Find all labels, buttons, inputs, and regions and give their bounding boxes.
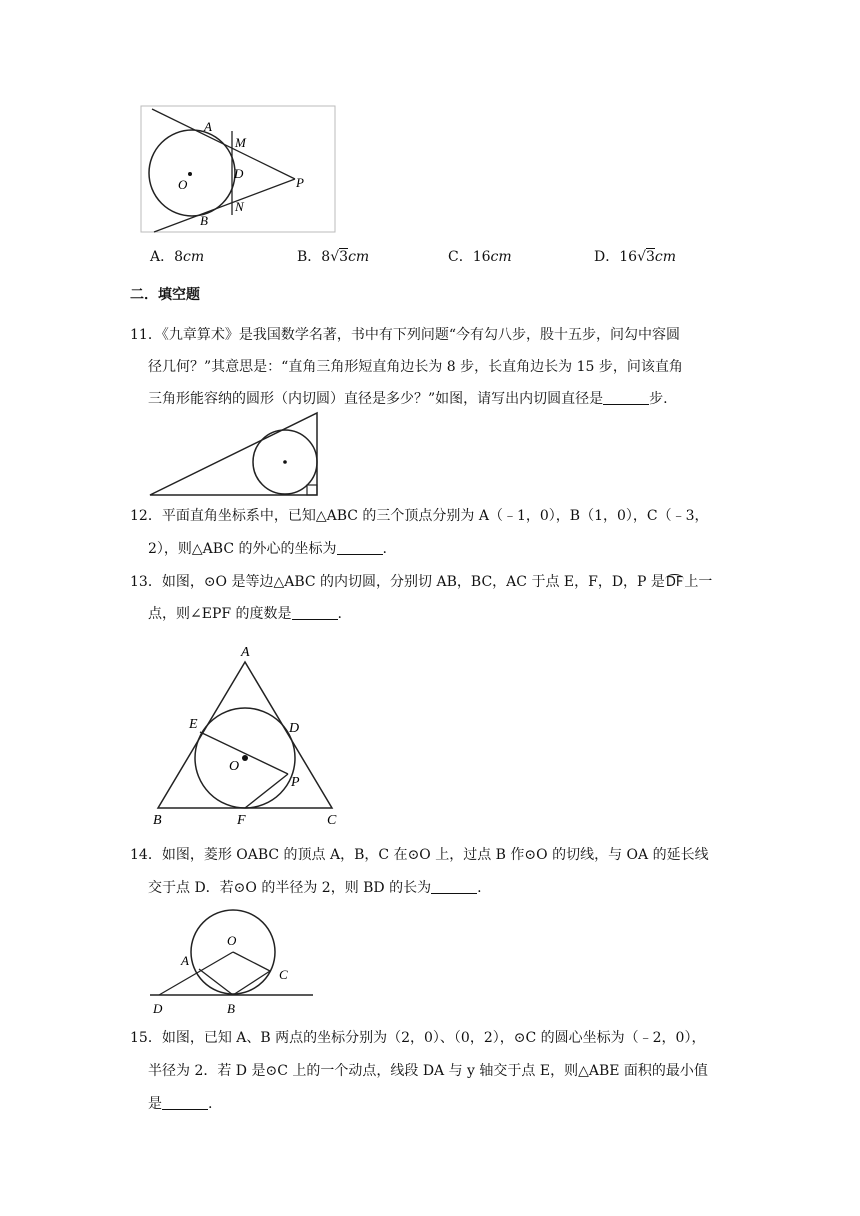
label-o: O xyxy=(227,933,237,948)
center-dot xyxy=(242,755,248,761)
q11-line2: 径几何？”其意思是：“直角三角形短直角边长为 8 步，长直角边长为 15 步，问该直角 xyxy=(148,359,683,375)
label-o: O xyxy=(178,177,188,192)
figure-q10 xyxy=(140,105,340,237)
center-dot xyxy=(188,172,192,176)
label-p: P xyxy=(291,775,300,790)
label-b: B xyxy=(153,813,162,828)
incircle-center xyxy=(283,460,287,464)
label-e: E xyxy=(189,717,198,732)
q14-line2: 交于点 D．若⊙O 的半径为 2，则 BD 的长为 . xyxy=(148,880,482,896)
segment-oc xyxy=(233,952,270,971)
label-b: B xyxy=(200,213,208,228)
sqrt-sign: √ xyxy=(637,249,646,265)
right-angle-mark xyxy=(307,485,317,495)
figure-q11 xyxy=(145,408,325,500)
q15-line1: 15．如图，已知 A、B 两点的坐标分别为（2，0）、（0，2），⊙C 的圆心坐标为（﹣2，0）， xyxy=(130,1030,706,1046)
answer-blank xyxy=(292,605,338,620)
q15-line2: 半径为 2．若 D 是⊙C 上的一个动点，线段 DA 与 y 轴交于点 E，则△ABE 面积的最小值 xyxy=(148,1063,708,1079)
figure-q13 xyxy=(145,640,355,830)
option-a: A．8cm xyxy=(150,249,205,265)
segment-ep xyxy=(200,732,288,774)
label-a: A xyxy=(181,953,189,968)
answer-blank xyxy=(162,1095,208,1110)
tangent-lower xyxy=(154,179,295,232)
q15-line3: 是 . xyxy=(148,1096,213,1112)
segment-bc xyxy=(233,971,270,995)
option-c: C．16cm xyxy=(448,249,512,265)
label-c: C xyxy=(279,967,288,982)
tangent-upper xyxy=(152,109,295,179)
figure-q14 xyxy=(145,905,325,1020)
label-a: A xyxy=(241,645,250,660)
label-c: C xyxy=(327,813,337,828)
q13-line2: 点，则∠EPF 的度数是 . xyxy=(148,606,342,622)
label-d: D xyxy=(153,1001,163,1016)
q12-line2: 2），则△ABC 的外心的坐标为 . xyxy=(148,541,387,557)
q11-line1: 11．《九章算术》是我国数学名著，书中有下列问题“今有勾八步，股十五步，问勾中容圆 xyxy=(130,327,680,343)
right-triangle xyxy=(150,413,317,495)
q14-line1: 14．如图，菱形 OABC 的顶点 A，B，C 在⊙O 上，过点 B 作⊙O 的切线，与 OA 的延长线 xyxy=(130,847,709,863)
label-b: B xyxy=(227,1001,235,1016)
answer-blank xyxy=(431,879,477,894)
arc-df: DF xyxy=(665,575,684,590)
label-d: D xyxy=(289,721,300,736)
answer-blank xyxy=(603,390,649,405)
option-d: D．16√3cm xyxy=(594,249,677,265)
label-o: O xyxy=(229,759,240,774)
option-b: B．8√3cm xyxy=(297,249,370,265)
label-m: M xyxy=(235,135,246,150)
section-title: 二．填空题 xyxy=(130,287,200,303)
answer-blank xyxy=(337,540,383,555)
segment-da xyxy=(159,952,233,995)
sqrt-sign: √ xyxy=(330,249,340,265)
equilateral-triangle xyxy=(158,662,332,808)
q12-line1: 12．平面直角坐标系中，已知△ABC 的三个顶点分别为 A（﹣1，0），B（1，0），C（﹣3， xyxy=(130,508,709,524)
q11-line3: 三角形能容纳的圆形（内切圆）直径是多少？”如图，请写出内切圆直径是 步. xyxy=(148,391,668,407)
label-d: D xyxy=(234,166,244,181)
label-f: F xyxy=(237,813,246,828)
q13-line1: 13．如图，⊙O 是等边△ABC 的内切圆，分别切 AB，BC，AC 于点 E，F，D，P 是DF上一 xyxy=(130,574,713,590)
label-n: N xyxy=(235,199,244,214)
label-a: A xyxy=(204,119,212,134)
label-p: P xyxy=(296,175,304,190)
